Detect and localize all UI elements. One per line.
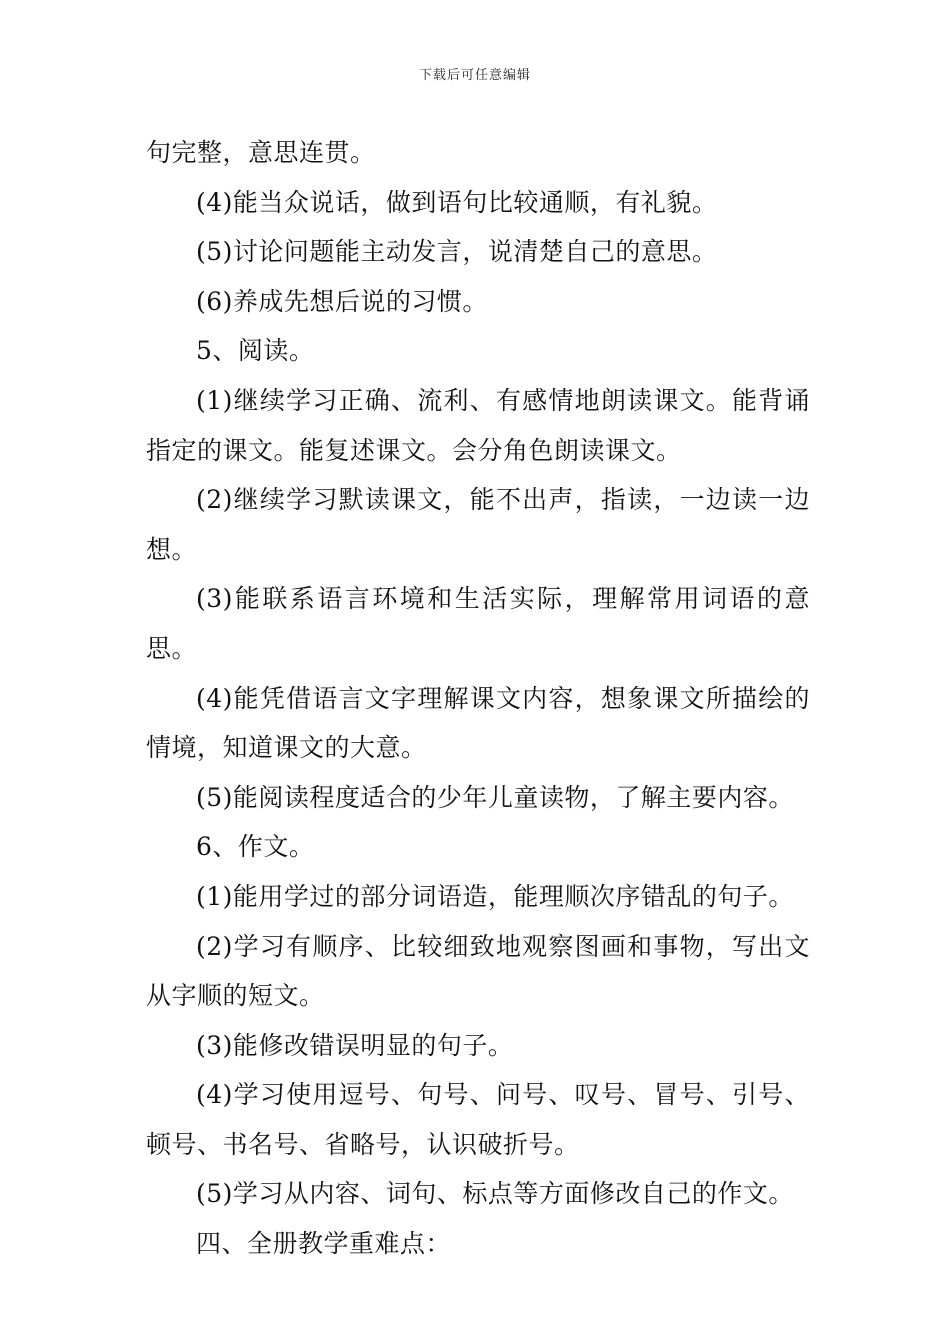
paragraph-writing-1: (1)能用学过的部分词语造，能理顺次序错乱的句子。 bbox=[196, 881, 794, 911]
paragraph-reading-2: (2)继续学习默读课文，能不出声，指读，一边读一边想。 bbox=[146, 485, 810, 564]
document-body bbox=[146, 128, 810, 1269]
paragraph-speaking-4: (4)能当众说话，做到语句比较通顺，有礼貌。 bbox=[196, 187, 718, 217]
section-heading-reading: 5、阅读。 bbox=[196, 336, 315, 366]
paragraph-reading-5: (5)能阅读程度适合的少年儿童读物，了解主要内容。 bbox=[196, 782, 794, 812]
paragraph-reading-4: (4)能凭借语言文字理解课文内容，想象课文所描绘的情境，知道课文的大意。 bbox=[146, 683, 810, 763]
section-heading-writing: 6、作文。 bbox=[196, 832, 315, 862]
paragraph-reading-1: (1)继续学习正确、流利、有感情地朗读课文。能背诵指定的课文。能复述课文。会分角色朗读课文。 bbox=[146, 385, 810, 465]
paragraph-speaking-6: (6)养成先想后说的习惯。 bbox=[196, 286, 488, 316]
paragraph-reading-3: (3)能联系语言环境和生活实际，理解常用词语的意思。 bbox=[146, 584, 810, 663]
page-header: 下载后可任意编辑 bbox=[418, 68, 531, 83]
paragraph-writing-5: (5)学习从内容、词句、标点等方面修改自己的作文。 bbox=[196, 1179, 794, 1209]
paragraph-writing-4: (4)学习使用逗号、句号、问号、叹号、冒号、引号、顿号、书名号、省略号，认识破折号。 bbox=[146, 1080, 810, 1159]
section-heading-key-points: 四、全册教学重难点： bbox=[196, 1229, 452, 1259]
paragraph-writing-2: (2)学习有顺序、比较细致地观察图画和事物，写出文从字顺的短文。 bbox=[146, 931, 810, 1011]
paragraph-continuation: 句完整，意思连贯。 bbox=[146, 138, 376, 167]
paragraph-speaking-5: (5)讨论问题能主动发言，说清楚自己的意思。 bbox=[196, 237, 718, 267]
paragraph-writing-3: (3)能修改错误明显的句子。 bbox=[196, 1030, 514, 1060]
